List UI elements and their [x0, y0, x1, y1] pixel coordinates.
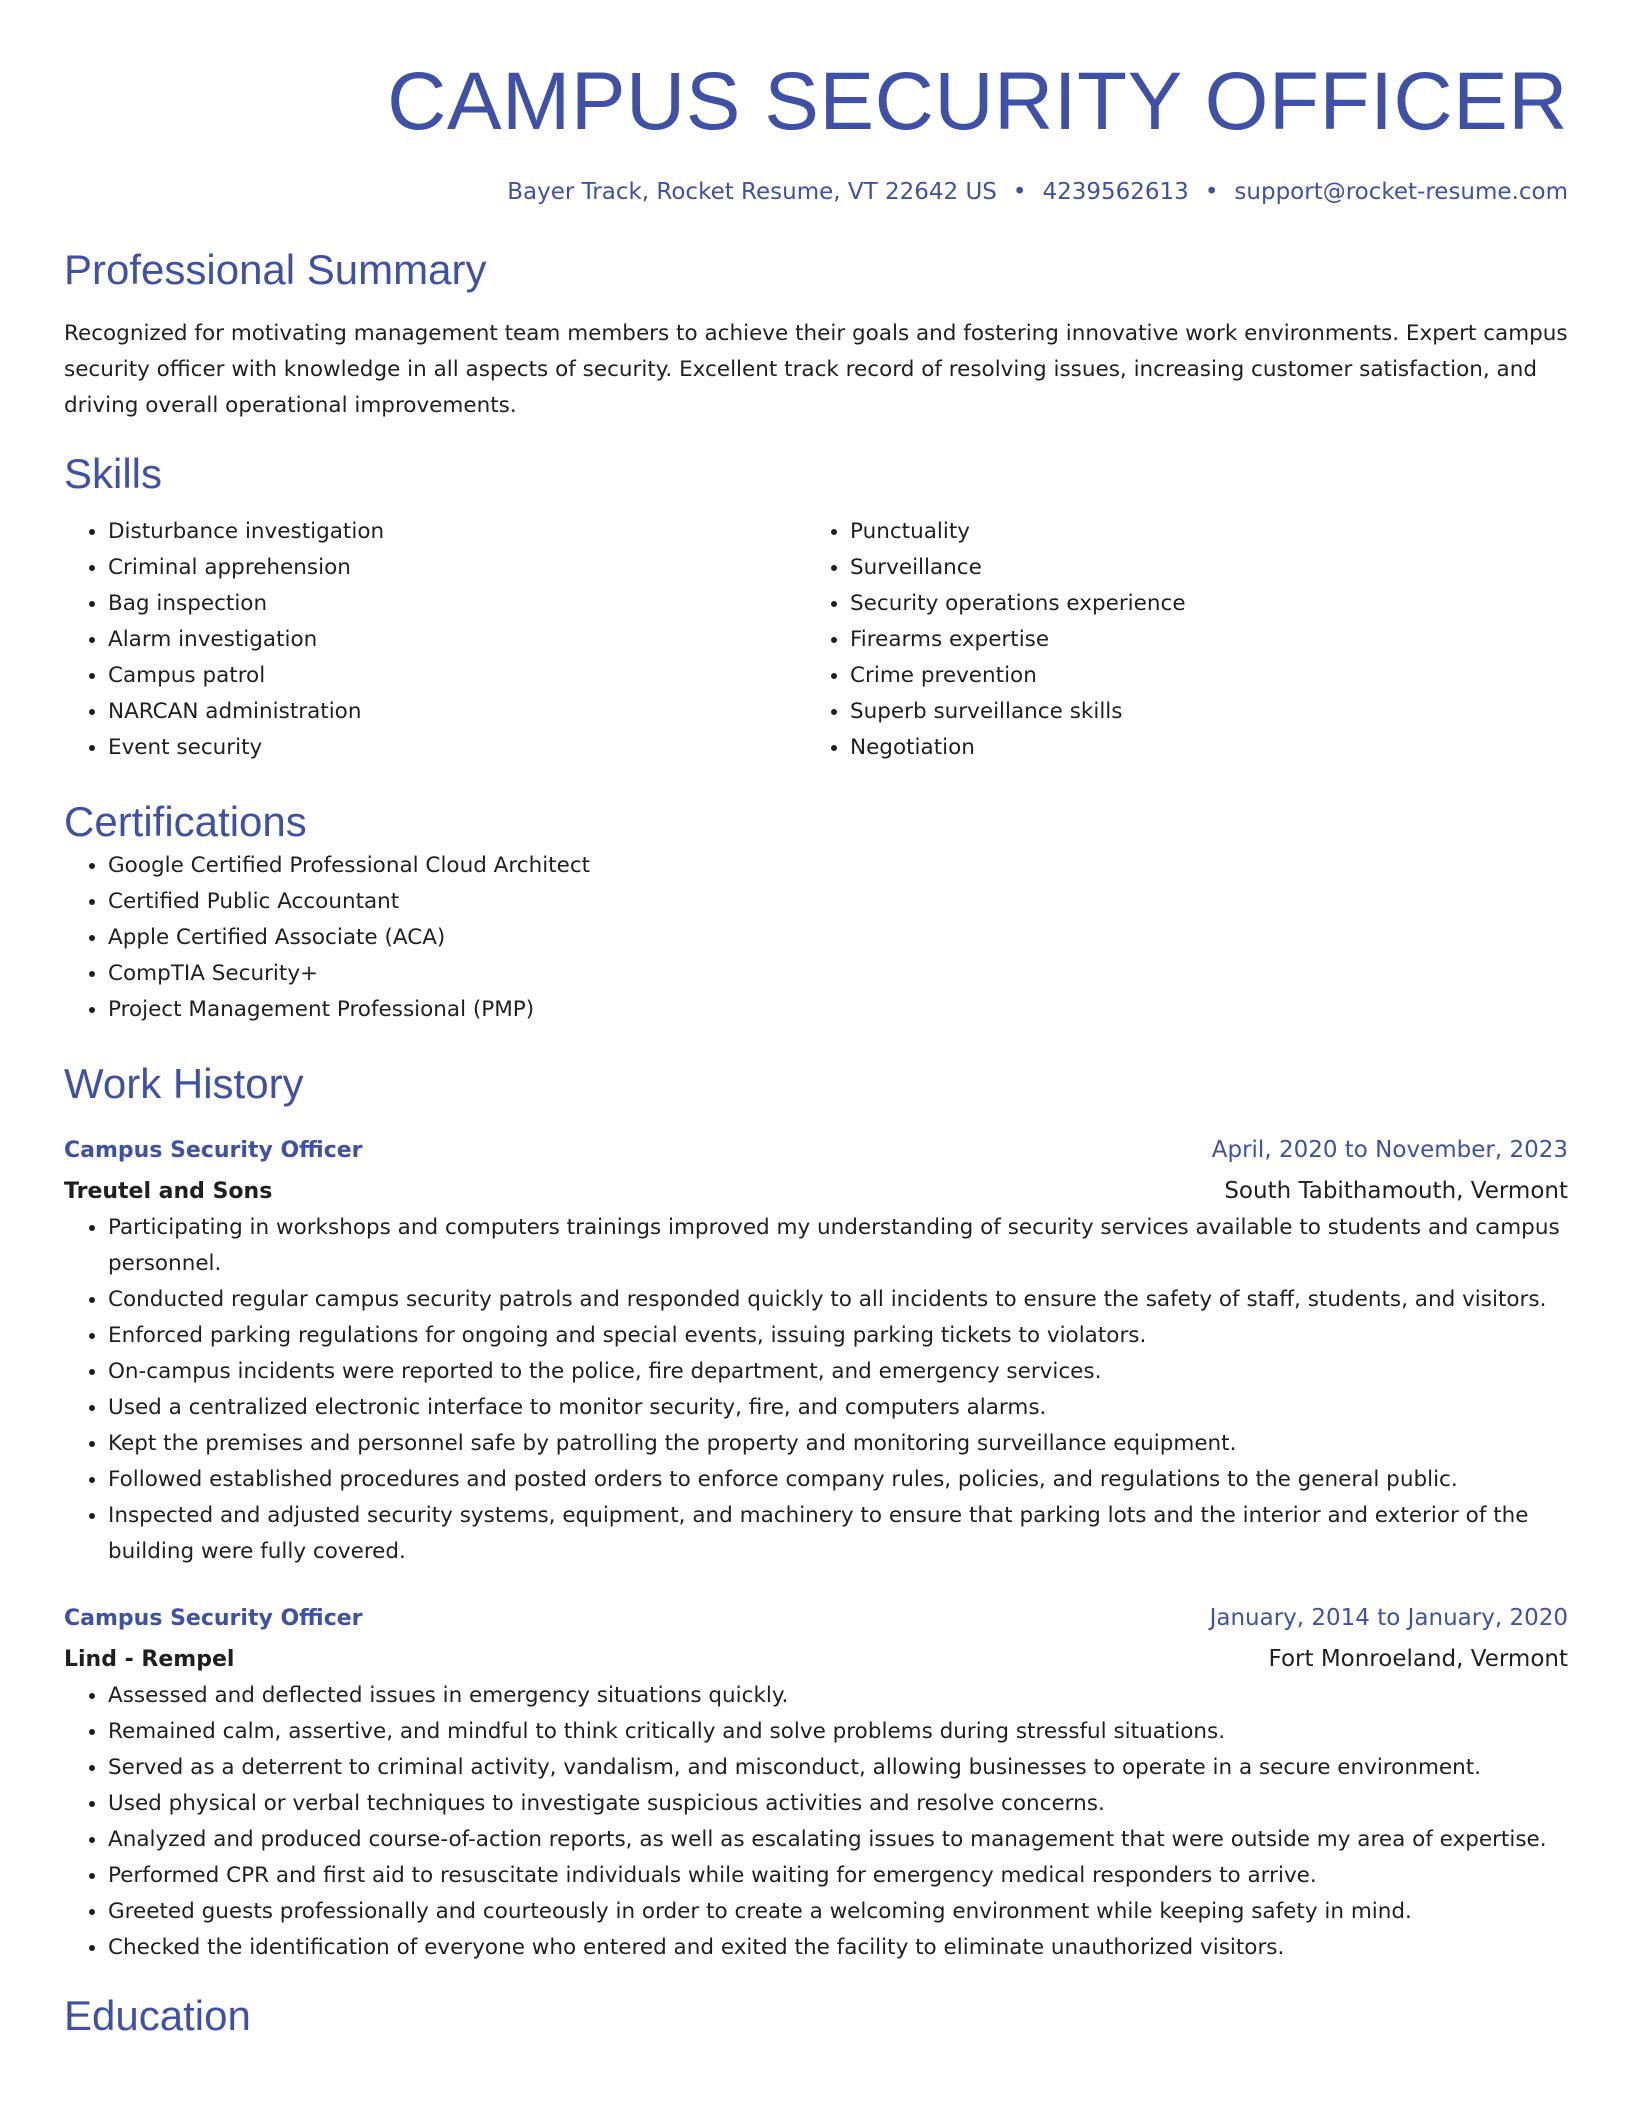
- job-entry: [64, 1600, 1568, 1966]
- resume-header: [64, 52, 1568, 208]
- job-duty-item: • Remained calm, assertive, and mindful to think critically and solve problems during stressful situations.: [108, 1714, 1568, 1750]
- job-duty-item: • Analyzed and produced course-of-action reports, as well as escalating issues to management that were outside my area of expertise.: [108, 1822, 1568, 1858]
- job-title: Campus Security Officer: [64, 1606, 363, 1631]
- skill-item: • Criminal apprehension: [108, 550, 806, 586]
- job-company: Lind - Rempel: [64, 1647, 235, 1672]
- contact-address: Bayer Track, Rocket Resume, VT 22642 US: [507, 179, 997, 205]
- certification-item: • Certified Public Accountant: [108, 884, 1568, 920]
- skill-item: • Superb surveillance skills: [850, 694, 1548, 730]
- job-duty-item: • On-campus incidents were reported to the police, fire department, and emergency services.: [108, 1354, 1568, 1390]
- skills-list-left: [64, 514, 806, 766]
- skill-item: • Crime prevention: [850, 658, 1548, 694]
- job-duty-item: • Served as a deterrent to criminal activity, vandalism, and misconduct, allowing businesses to operate in a secure environment.: [108, 1750, 1568, 1786]
- summary-text: Recognized for motivating management team members to achieve their goals and fostering innovative work environments. Expert campus security officer with knowledge in all aspects of security. Excellent track record of resolving issues, increasing customer satisfaction, and driving overall operational improvements.: [64, 321, 1568, 418]
- skill-item: • NARCAN administration: [108, 694, 806, 730]
- certifications-list: [64, 848, 1568, 1028]
- skill-item: • Firearms expertise: [850, 622, 1548, 658]
- skills-column-left: [64, 514, 806, 766]
- contact-line: [64, 176, 1568, 208]
- job-location: Fort Monroeland, Vermont: [1268, 1646, 1568, 1672]
- certification-item: • CompTIA Security+: [108, 956, 1568, 992]
- skill-item: • Punctuality: [850, 514, 1548, 550]
- job-duties-list: [64, 1678, 1568, 1966]
- job-duty-item: • Assessed and deflected issues in emergency situations quickly.: [108, 1678, 1568, 1714]
- skill-item: • Negotiation: [850, 730, 1548, 766]
- skill-item: • Campus patrol: [108, 658, 806, 694]
- skill-item: • Alarm investigation: [108, 622, 806, 658]
- job-company: Treutel and Sons: [64, 1179, 273, 1204]
- job-dates: April, 2020 to November, 2023: [1211, 1137, 1568, 1163]
- resume-page: [64, 52, 1568, 2042]
- job-duty-item: • Participating in workshops and computers trainings improved my understanding of security services available to students and campus personnel.: [108, 1210, 1568, 1282]
- job-duty-item: • Conducted regular campus security patrols and responded quickly to all incidents to ensure the safety of staff, students, and visitors.: [108, 1282, 1568, 1318]
- skill-item: • Surveillance: [850, 550, 1548, 586]
- contact-separator: •: [1204, 179, 1219, 205]
- job-duty-item: • Inspected and adjusted security systems, equipment, and machinery to ensure that parking lots and the interior and exterior of the building were fully covered.: [108, 1498, 1568, 1570]
- skills-list-right: [806, 514, 1548, 766]
- job-duty-item: • Enforced parking regulations for ongoing and special events, issuing parking tickets to violators.: [108, 1318, 1568, 1354]
- education-heading: Education: [64, 1992, 251, 2039]
- candidate-title: CAMPUS SECURITY OFFICER: [387, 56, 1568, 147]
- job-duty-item: • Followed established procedures and posted orders to enforce company rules, policies, and regulations to the general public.: [108, 1462, 1568, 1498]
- job-duty-item: • Greeted guests professionally and courteously in order to create a welcoming environment while keeping safety in mind.: [108, 1894, 1568, 1930]
- job-dates: January, 2014 to January, 2020: [1209, 1605, 1568, 1631]
- job-header-row: [64, 1600, 1568, 1637]
- job-title: Campus Security Officer: [64, 1138, 363, 1163]
- certification-item: • Google Certified Professional Cloud Architect: [108, 848, 1568, 884]
- work-history-heading: Work History: [64, 1060, 304, 1107]
- job-duty-item: • Used physical or verbal techniques to investigate suspicious activities and resolve concerns.: [108, 1786, 1568, 1822]
- skills-columns: [64, 514, 1568, 766]
- skills-column-right: [806, 514, 1548, 766]
- skill-item: • Security operations experience: [850, 586, 1548, 622]
- contact-email: support@rocket-resume.com: [1234, 179, 1568, 205]
- job-duty-item: • Kept the premises and personnel safe by patrolling the property and monitoring surveillance equipment.: [108, 1426, 1568, 1462]
- certification-item: • Project Management Professional (PMP): [108, 992, 1568, 1028]
- contact-separator: •: [1012, 179, 1027, 205]
- job-company-row: [64, 1173, 1568, 1210]
- skill-item: • Event security: [108, 730, 806, 766]
- job-duty-item: • Checked the identification of everyone who entered and exited the facility to eliminate unauthorized visitors.: [108, 1930, 1568, 1966]
- certifications-heading: Certifications: [64, 798, 307, 845]
- job-entry: [64, 1132, 1568, 1570]
- skill-item: • Disturbance investigation: [108, 514, 806, 550]
- summary-heading: Professional Summary: [64, 246, 487, 293]
- job-duties-list: [64, 1210, 1568, 1570]
- skills-heading: Skills: [64, 450, 163, 497]
- contact-phone: 4239562613: [1042, 179, 1189, 205]
- job-location: South Tabithamouth, Vermont: [1224, 1178, 1568, 1204]
- certification-item: • Apple Certified Associate (ACA): [108, 920, 1568, 956]
- job-company-row: [64, 1641, 1568, 1678]
- skill-item: • Bag inspection: [108, 586, 806, 622]
- job-duty-item: • Used a centralized electronic interface to monitor security, fire, and computers alarms.: [108, 1390, 1568, 1426]
- job-duty-item: • Performed CPR and first aid to resuscitate individuals while waiting for emergency medical responders to arrive.: [108, 1858, 1568, 1894]
- job-header-row: [64, 1132, 1568, 1169]
